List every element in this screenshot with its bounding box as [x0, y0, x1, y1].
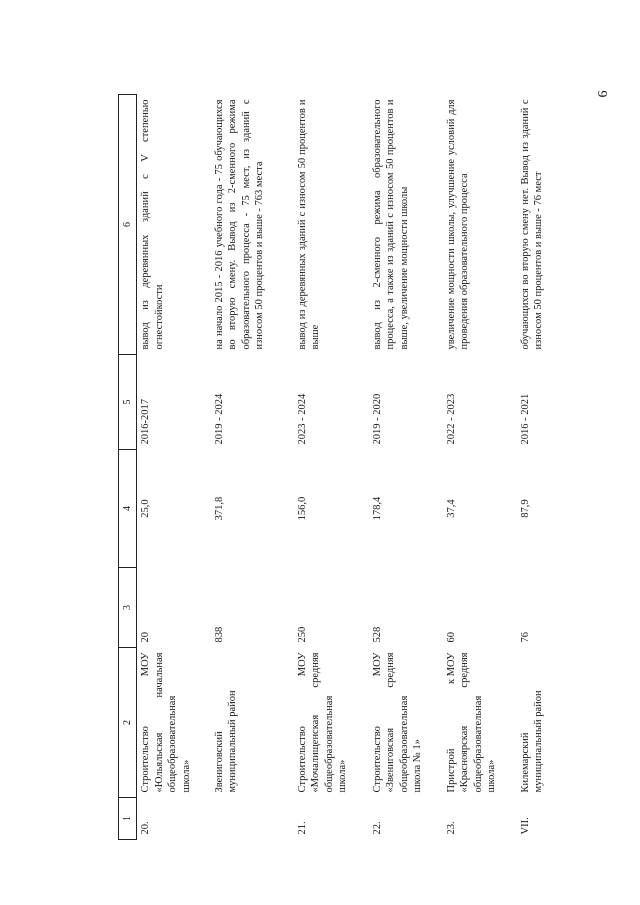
places-count: 60: [445, 632, 457, 643]
period-years: 2016-2017: [140, 399, 151, 445]
page-number: 6: [596, 90, 611, 98]
row-number: VII.: [519, 817, 531, 835]
places-count: 838: [213, 626, 225, 643]
object-name-part: школа № 1»: [412, 739, 424, 793]
object-name: [211, 648, 294, 798]
object-name-part: муниципальный район: [533, 690, 545, 793]
object-name-part: МОУ: [371, 652, 383, 677]
object-name: [294, 648, 369, 798]
table-row: [137, 95, 211, 840]
object-name-part: общеобразовательная: [323, 695, 335, 793]
table-row: [443, 95, 517, 840]
object-name-part: Строительство: [371, 726, 383, 793]
object-name-part: Строительство: [140, 726, 151, 793]
rotated-page-content: [118, 95, 588, 840]
period-years: 2019 - 2020: [371, 393, 383, 445]
row-number: 20.: [140, 821, 151, 835]
header-cell: 4: [119, 450, 137, 568]
object-name: [443, 648, 517, 798]
object-name: [517, 648, 567, 798]
cost-value: 87,9: [519, 499, 531, 518]
description: обучающихся во вторую смену нет. Вывод из зданий с износом 50 процентов и выше - 76 мест: [519, 99, 545, 350]
object-name-part: начальная: [153, 652, 165, 698]
header-cell: 3: [119, 568, 137, 648]
row-number: 21.: [296, 821, 308, 835]
header-cell: 2: [119, 648, 137, 798]
object-name-part: «Красноярская: [459, 725, 471, 793]
period-years: 2019 - 2024: [213, 393, 225, 445]
cost-value: 37,4: [445, 499, 457, 518]
period-years: 2016 - 2021: [519, 393, 531, 445]
object-name-part: «Мочалищенская: [310, 714, 322, 793]
places-count: 250: [296, 626, 308, 643]
header-cell: 1: [119, 798, 137, 840]
cost-value: 371,8: [213, 496, 225, 521]
object-name-part: общеобразовательная: [398, 695, 410, 793]
object-name-part: Пристрой: [445, 748, 457, 793]
row-number: 23.: [445, 821, 457, 835]
description: вывод из деревянных зданий с V степенью огнестойкости: [140, 99, 165, 350]
places-count: 528: [371, 626, 383, 643]
object-name-part: «Звениговская: [385, 727, 397, 793]
table-row: [211, 95, 294, 840]
period-years: 2022 - 2023: [445, 393, 457, 445]
row-number: 22.: [371, 821, 383, 835]
header-cell: 5: [119, 355, 137, 450]
object-name-part: общеобразовательная: [167, 695, 179, 793]
table-row: [369, 95, 443, 840]
object-name-part: МОУ: [296, 652, 308, 677]
object-name-part: средняя: [310, 652, 322, 688]
object-name-part: Килемарский: [519, 732, 531, 793]
object-name-part: МОУ: [140, 652, 151, 677]
object-name-part: школа»: [180, 759, 192, 793]
object-name-part: средняя: [459, 652, 471, 688]
description: вывод из деревянных зданий с износом 50 процентов и выше: [296, 99, 322, 350]
object-name-part: к МОУ: [445, 652, 457, 684]
object-name: [137, 648, 211, 798]
places-count: 20: [140, 632, 151, 643]
object-name-part: муниципальный район: [227, 690, 239, 793]
column-number-header: [119, 95, 137, 840]
object-name-part: школа»: [486, 759, 498, 793]
object-name: [369, 648, 443, 798]
cost-value: 178,4: [371, 496, 383, 521]
object-name-part: Звениговский: [213, 731, 225, 793]
object-name-part: Строительство: [296, 726, 308, 793]
object-name-part: школа»: [337, 759, 349, 793]
object-name-part: средняя: [385, 652, 397, 688]
places-count: 76: [519, 632, 531, 643]
cost-value: 156,0: [296, 496, 308, 521]
cost-value: 25,0: [140, 499, 151, 518]
description: увеличение мощности школы, улучшение условий для проведения образовательного процесса: [445, 99, 471, 350]
description: на начало 2015 - 2016 учебного года - 75 обучающихся во вторую смену. Вывод из 2-сменного режима образовательного процесса - 75 мест, из зданий с износом 50 процентов и выше - 763 места: [213, 99, 266, 350]
row-number: [211, 798, 294, 840]
program-table: [118, 94, 567, 840]
header-cell: 6: [119, 95, 137, 355]
period-years: 2023 - 2024: [296, 393, 308, 445]
object-name-part: «Юльяльская: [153, 732, 165, 793]
description: вывод из 2-сменного режима образовательного процесса, а также из зданий с износом 50 процентов и выше, увеличение мощности школы: [371, 99, 410, 350]
table-row: [517, 95, 567, 840]
table-row: [294, 95, 369, 840]
object-name-part: общеобразовательная: [472, 695, 484, 793]
